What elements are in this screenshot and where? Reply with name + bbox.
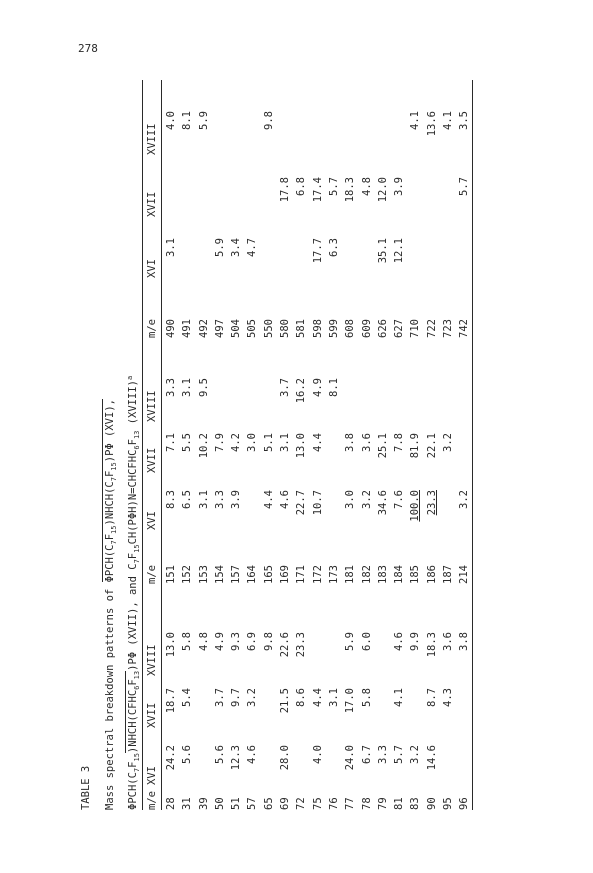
intensity-cell: 4.6 [246,745,259,764]
intensity-cell: 3.1 [327,688,340,707]
intensity-cell: 5.7 [393,745,406,764]
intensity-cell: 3.2 [442,433,455,452]
intensity-cell: 4.7 [246,238,259,257]
intensity-cell: 6.3 [327,238,340,257]
intensity-cell: 12.1 [393,238,406,264]
col-header-xviii: XVIII [146,644,158,676]
col-header-xvii: XVII [146,191,158,217]
mass-value-cell: 580 [279,319,292,338]
intensity-cell: 3.8 [344,433,357,452]
intensity-cell: 34.6 [376,490,389,516]
intensity-cell: 3.5 [458,111,471,130]
mass-value-cell: 31 [181,797,194,810]
intensity-cell: 6.9 [246,632,259,651]
intensity-cell: 3.1 [165,238,177,257]
caption-line-1: Mass spectral breakdown patterns of $\Phi PCH(C_7F_{15})NHCH(C_7F_{15})P\Phi$ (XVI), [104,399,118,810]
mass-value-cell: 186 [425,565,438,584]
mass-value-cell: 171 [295,565,308,584]
intensity-cell: 7.8 [393,433,406,452]
mass-value-cell: 51 [230,797,243,810]
intensity-cell: 22.1 [425,433,438,459]
table-row [162,80,178,810]
intensity-cell: 35.1 [376,238,389,264]
intensity-cell: 4.0 [165,111,177,130]
mass-value-cell: 491 [181,319,194,338]
intensity-cell: 3.7 [279,378,292,397]
intensity-cell: 3.2 [246,688,259,707]
intensity-cell: 3.2 [409,745,422,764]
intensity-cell: 24.0 [344,745,357,771]
intensity-cell: 4.6 [393,632,406,651]
mass-value-cell: 608 [344,319,357,338]
mass-value-cell: 79 [376,797,389,810]
col-header-xviii: XVIII [146,123,158,155]
intensity-cell: 5.6 [181,745,194,764]
intensity-cell: 3.4 [230,238,243,257]
col-header-me: m/e [146,319,158,338]
mass-value-cell: 609 [360,319,373,338]
mass-value-cell: 550 [262,319,275,338]
intensity-cell: 17.0 [344,688,357,714]
table-bottom-rule [472,80,473,810]
intensity-cell: 17.4 [311,177,324,203]
table-row [455,80,471,810]
mass-value-cell: 184 [393,565,406,584]
intensity-cell: 17.8 [279,177,292,203]
mass-value-cell: 626 [376,319,389,338]
intensity-cell: 12.3 [230,745,243,771]
mass-value-cell: 78 [360,797,373,810]
caption-line-2: $\Phi PCH(C_7F_{15})NHCH(CFHC_6F_{13})P\Phi$ (XVII), and $C_7F_{15}CH(P\Phi H)N=CHCFHC_6F_{13}$ (XVIII)$^a$ [126,375,141,810]
intensity-cell: 9.8 [262,111,275,130]
mass-value-cell: 169 [279,565,292,584]
col-header-xvi: XVI [146,766,158,785]
mass-value-cell: 598 [311,319,324,338]
data-table [142,80,473,810]
intensity-cell: 5.9 [213,238,226,257]
intensity-cell: 3.6 [442,632,455,651]
intensity-cell: 3.1 [181,378,194,397]
mass-value-cell: 164 [246,565,259,584]
table-row [358,80,374,810]
mass-value-cell: 72 [295,797,308,810]
table-row [178,80,194,810]
mass-value-cell: 185 [409,565,422,584]
intensity-cell: 3.2 [360,490,373,509]
intensity-cell: 4.0 [311,745,324,764]
intensity-cell: 5.5 [181,433,194,452]
table-row [211,80,227,810]
mass-value-cell: 581 [295,319,308,338]
intensity-cell: 3.7 [213,688,226,707]
intensity-cell: 18.3 [344,177,357,203]
intensity-cell: 4.8 [360,177,373,196]
mass-value-cell: 710 [409,319,422,338]
intensity-cell: 24.2 [165,745,177,771]
mass-value-cell: 172 [311,565,324,584]
rotated-table-block [80,80,510,810]
intensity-cell: 10.2 [197,433,210,459]
table-row [195,80,211,810]
intensity-cell: 3.1 [197,490,210,509]
table-row [227,80,243,810]
mass-value-cell: 50 [213,797,226,810]
intensity-cell: 3.3 [213,490,226,509]
intensity-cell: 18.3 [425,632,438,658]
mass-value-cell: 490 [165,319,177,338]
table-label: TABLE 3 [80,765,92,810]
mass-value-cell: 157 [230,565,243,584]
mass-value-cell: 152 [181,565,194,584]
intensity-cell: 5.6 [213,745,226,764]
intensity-cell: 8.1 [181,111,194,130]
table-row [276,80,292,810]
intensity-cell: 6.5 [181,490,194,509]
intensity-cell: 4.9 [213,632,226,651]
intensity-cell: 3.8 [458,632,471,651]
table-row [292,80,308,810]
intensity-cell: 6.7 [360,745,373,764]
mass-value-cell: 505 [246,319,259,338]
table-body [162,80,472,810]
intensity-cell: 4.9 [311,378,324,397]
intensity-cell: 5.4 [181,688,194,707]
table-row [309,80,325,810]
mass-value-cell: 165 [262,565,275,584]
intensity-cell: 5.7 [327,177,340,196]
intensity-cell: 5.8 [181,632,194,651]
intensity-cell: 3.1 [279,433,292,452]
mass-value-cell: 153 [197,565,210,584]
intensity-cell: 3.6 [360,433,373,452]
intensity-cell: 4.2 [230,433,243,452]
intensity-cell: 9.8 [262,632,275,651]
intensity-cell: 3.3 [165,378,177,397]
intensity-cell: 22.7 [295,490,308,516]
intensity-cell: 13.0 [165,632,177,658]
intensity-cell: 4.8 [197,632,210,651]
intensity-cell: 8.3 [165,490,177,509]
table-row [423,80,439,810]
intensity-cell: 8.1 [327,378,340,397]
col-header-xvii: XVII [146,447,158,473]
intensity-cell: 12.0 [376,177,389,203]
mass-value-cell: 90 [425,797,438,810]
page-number: 278 [78,42,98,55]
intensity-cell: 4.4 [311,433,324,452]
mass-value-cell: 742 [458,319,471,338]
table-row [243,80,259,810]
intensity-cell: 3.2 [458,490,471,509]
col-header-xvii: XVII [146,702,158,728]
table-row [390,80,406,810]
mass-value-cell: 492 [197,319,210,338]
mass-value-cell: 95 [442,797,455,810]
mass-value-cell: 182 [360,565,373,584]
mass-value-cell: 183 [376,565,389,584]
intensity-cell: 5.9 [197,111,210,130]
mass-value-cell: 76 [327,797,340,810]
intensity-cell: 28.0 [279,745,292,771]
col-header-me: m/e [146,565,158,584]
intensity-cell: 13.0 [295,433,308,459]
intensity-cell: 5.8 [360,688,373,707]
intensity-cell: 13.6 [425,111,438,137]
intensity-cell: 8.6 [295,688,308,707]
mass-value-cell: 39 [197,797,210,810]
intensity-cell: 5.1 [262,433,275,452]
intensity-cell: 4.4 [311,688,324,707]
mass-value-cell: 151 [165,565,177,584]
intensity-cell: 25.1 [376,433,389,459]
col-header-me: m/e [146,791,158,810]
intensity-cell: 3.3 [376,745,389,764]
mass-value-cell: 81 [393,797,406,810]
intensity-cell: 6.0 [360,632,373,651]
mass-value-cell: 181 [344,565,357,584]
intensity-cell: 3.0 [246,433,259,452]
mass-value-cell: 627 [393,319,406,338]
mass-value-cell: 722 [425,319,438,338]
intensity-cell: 14.6 [425,745,438,771]
intensity-cell: 4.1 [442,111,455,130]
mass-value-cell: 214 [458,565,471,584]
mass-value-cell: 77 [344,797,357,810]
intensity-cell: 9.5 [197,378,210,397]
intensity-cell: 8.7 [425,688,438,707]
intensity-cell: 3.9 [393,177,406,196]
mass-value-cell: 65 [262,797,275,810]
mass-value-cell: 187 [442,565,455,584]
mass-value-cell: 75 [311,797,324,810]
intensity-cell: 3.0 [344,490,357,509]
intensity-cell: 4.3 [442,688,455,707]
col-header-xviii: XVIII [146,390,158,422]
mass-value-cell: 83 [409,797,422,810]
intensity-cell: 16.2 [295,378,308,404]
intensity-cell: 5.7 [458,177,471,196]
table-row [341,80,357,810]
intensity-cell: 4.1 [393,688,406,707]
table-row [374,80,390,810]
mass-value-cell: 723 [442,319,455,338]
intensity-cell: 4.4 [262,490,275,509]
table-caption [102,376,145,810]
table-row [325,80,341,810]
intensity-cell: 10.7 [311,490,324,516]
col-header-xvi: XVI [146,259,158,278]
intensity-cell: 6.8 [295,177,308,196]
table-row [439,80,455,810]
intensity-cell: 7.9 [213,433,226,452]
table-row [260,80,276,810]
intensity-cell: 9.7 [230,688,243,707]
intensity-cell: 3.9 [230,490,243,509]
intensity-cell: 7.1 [165,433,177,452]
intensity-cell: 23.3 [295,632,308,658]
intensity-cell: 22.6 [279,632,292,658]
intensity-cell: 18.7 [165,688,177,714]
intensity-cell: 23.3 [425,490,438,516]
mass-value-cell: 497 [213,319,226,338]
mass-value-cell: 504 [230,319,243,338]
intensity-cell: 81.9 [409,433,422,459]
intensity-cell: 7.6 [393,490,406,509]
mass-value-cell: 154 [213,565,226,584]
mass-value-cell: 599 [327,319,340,338]
mass-value-cell: 96 [458,797,471,810]
table-row [406,80,422,810]
mass-value-cell: 28 [165,797,177,810]
intensity-cell: 9.3 [230,632,243,651]
mass-value-cell: 173 [327,565,340,584]
intensity-cell: 9.9 [409,632,422,651]
mass-value-cell: 69 [279,797,292,810]
intensity-cell: 5.9 [344,632,357,651]
intensity-cell: 21.5 [279,688,292,714]
intensity-cell: 17.7 [311,238,324,264]
intensity-cell: 4.1 [409,111,422,130]
mass-value-cell: 57 [246,797,259,810]
intensity-cell: 4.6 [279,490,292,509]
table-header-row [143,80,161,810]
col-header-xvi: XVI [146,511,158,530]
intensity-cell: 100.0 [409,490,422,522]
